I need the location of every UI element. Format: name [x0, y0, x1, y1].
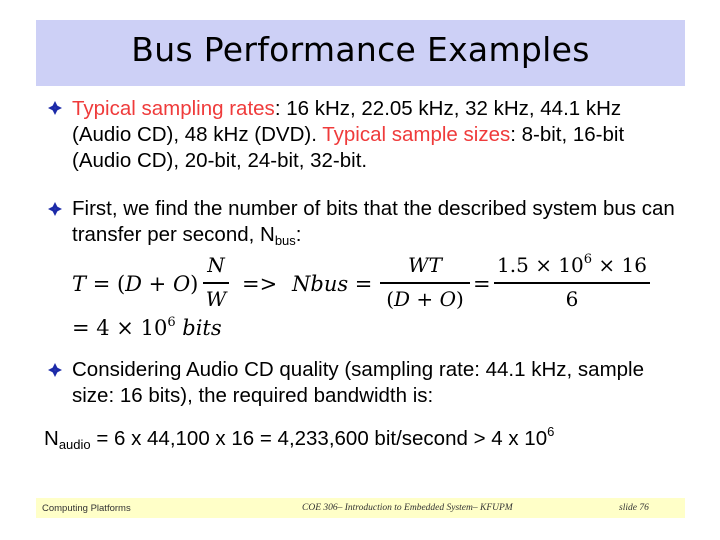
frac1-numerator: N	[207, 253, 225, 277]
footer-course: COE 306– Introduction to Embedded System– KFUPM	[302, 503, 513, 513]
frac3-denominator: 6	[565, 287, 579, 311]
bits-per-second-text: First, we find the number of bits that the described system bus can transfer per second, N	[72, 197, 675, 246]
equation-lhs: T = (D + O)	[72, 272, 199, 296]
audio-bandwidth-result: $N_{audio} = 6$ x 44,100 x 16 = 4,233,600 bit/second > 4 x $10^6$	[44, 424, 555, 452]
frac2-line	[380, 282, 470, 284]
frac1-denominator: W	[205, 287, 227, 311]
diamond-bullet-icon	[47, 201, 63, 217]
bullet-audio-cd: Considering Audio CD quality (sampling rate: 44.1 kHz, sample size: 16 bits), the required bandwidth is:	[72, 358, 644, 407]
bits-per-second-tail: :	[295, 223, 302, 246]
bullet-sampling	[72, 96, 682, 174]
slide-footer	[36, 498, 685, 518]
sample-sizes-values: : 8-bit, 16-bit (Audio CD), 20-bit, 24-bit, 32-bit.	[72, 123, 625, 172]
diamond-bullet-icon	[47, 100, 63, 116]
bullet-bits-per-second	[72, 196, 682, 248]
label-sample-sizes: Typical sample sizes	[322, 123, 511, 146]
frac3-numerator: $1.5 \times 10^6 \times 16$	[497, 252, 647, 277]
frac2-denominator: (D + O)	[386, 287, 464, 311]
slide-title: Bus Performance Examples	[131, 30, 590, 69]
title-bar	[36, 20, 685, 86]
sampling-rates-values: : 16 kHz, 22.05 kHz, 32 kHz, 44.1 kHz (Audio CD), 48 kHz (DVD).	[72, 97, 622, 146]
frac1-line	[203, 282, 229, 284]
label-sampling-rates: Typical sampling rates	[72, 97, 275, 120]
nbus-label: Nbus =	[292, 272, 373, 296]
frac3-line	[494, 282, 650, 284]
footer-left: Computing Platforms	[42, 503, 131, 514]
diamond-bullet-icon	[47, 362, 63, 378]
footer-slide-number: slide 76	[619, 503, 649, 513]
nbus-subscript: bus	[274, 233, 296, 248]
equation-result-line: = $4 \times 10^6$ bits	[72, 315, 222, 340]
equals-sign: =	[473, 272, 491, 296]
implies-arrow: =>	[242, 272, 278, 296]
frac2-numerator: WT	[408, 253, 442, 277]
